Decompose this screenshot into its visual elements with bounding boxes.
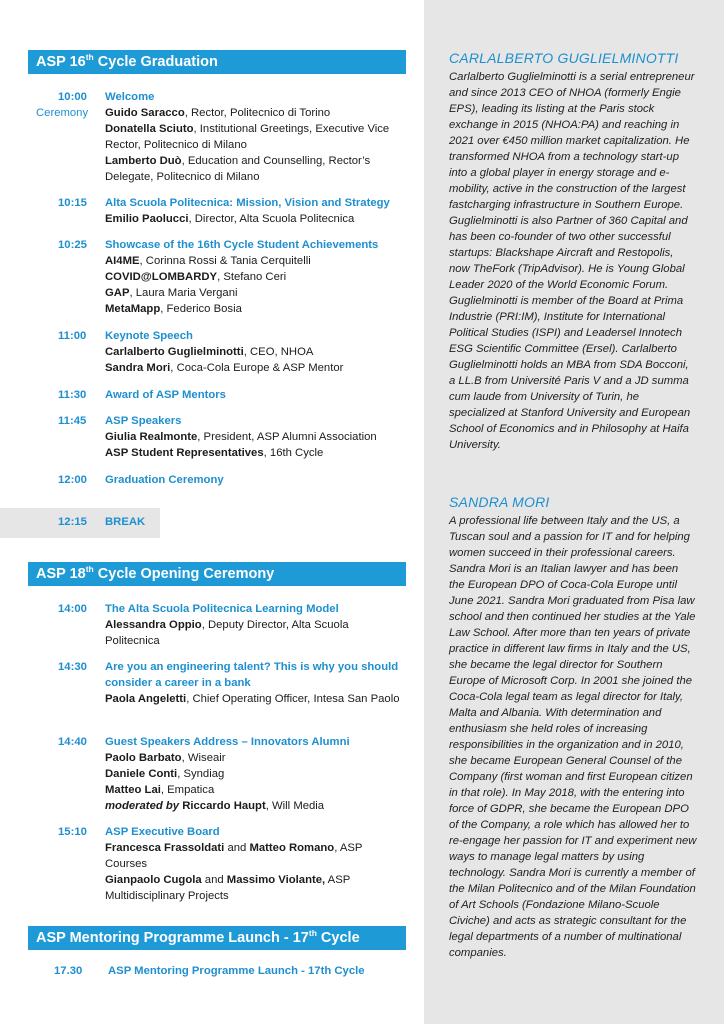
speaker-name: GAP [105, 287, 130, 299]
speaker-desc: , Coca-Cola Europe & ASP Mentor [170, 362, 344, 374]
speaker-desc: , Laura Maria Vergani [129, 287, 238, 299]
item-content [105, 514, 405, 530]
speaker-desc: , Empatica [160, 784, 215, 796]
item-title: ASP Mentoring Programme Launch - 17th Cycle [108, 965, 365, 977]
item-time: 11:00 [58, 330, 87, 342]
item-time: 11:30 [58, 389, 87, 401]
item-title: Welcome [105, 91, 155, 103]
speaker-line [105, 840, 405, 872]
speaker-name: Sandra Mori [105, 362, 171, 374]
item-time: 17.30 [54, 965, 83, 977]
speaker-desc: , Wiseair [181, 752, 226, 764]
item-title: The Alta Scuola Politecnica Learning Model [105, 603, 339, 615]
section-title: ASP 16 [36, 54, 86, 70]
item-title: Showcase of the 16th Cycle Student Achievements [105, 239, 379, 251]
speaker-line [105, 253, 405, 269]
speaker-desc: , Corinna Rossi & Tania Cerquitelli [139, 255, 311, 267]
item-title: BREAK [105, 516, 146, 528]
item-time: 14:40 [58, 736, 87, 748]
item-content [105, 387, 405, 403]
speaker-name: ASP Student Representatives [105, 447, 264, 459]
speaker-line [105, 798, 405, 814]
speaker-line [105, 429, 405, 445]
item-time: 10:15 [58, 197, 87, 209]
item-content [105, 328, 405, 376]
item-title: Alta Scuola Politecnica: Mission, Vision and Strategy [105, 197, 390, 209]
item-title: Keynote Speech [105, 330, 193, 342]
speaker-line [105, 782, 405, 798]
speaker-name: Lamberto Duò [105, 155, 182, 167]
speaker-name: Guido Saracco [105, 107, 185, 119]
section-banner-graduation [28, 50, 406, 74]
speaker-line [105, 121, 405, 153]
bio-name-mori: SANDRA MORI [449, 494, 550, 510]
speaker-name: Daniele Conti [105, 768, 178, 780]
item-content [105, 237, 405, 317]
bio-text-mori: A professional life between Italy and the US, a Tuscan soul and a passion for IT and for helping women succeed in their professional careers. Sandra Mori is an Italian lawyer and has been the European DPO of Coca-Cola Europe until June 2021. Sandra Mori graduated from Pisa law school and then continued her studies at the Yale Law School. After more than ten years of private practice in different law firms in Italy and the US, she became the legal director for Southern Europe of Microsoft Corp. In 2001 she joined the Coca-Cola legal team as legal director for Italy, Malta and Albania. With determination and enthusiasm she held roles of increasing responsibilities in the organization and in 2010, she became European General Counsel of the Company (first woman and first European citizen in that role). In May 2018, with the entering into force of GDPR, she became the European DPO of the Company, a role which has allowed her to re-engage her passion for IT and experiment new ways to manage legal matters by using technology. Sandra Mori is currently a member of the Milan Politecnico and of the Milan Foundation of Art Schools (Fondazione Milano-Scuole Civiche) and acts as strategic consultant for the legal departments of a number of multinational companies. [449, 515, 697, 959]
speaker-desc: , Institutional Greetings, Executive Vice Rector, Politecnico di Milano [105, 123, 390, 151]
speaker-name: Massimo Violante, [226, 874, 326, 886]
item-title: Award of ASP Mentors [105, 389, 226, 401]
section-title: ASP Mentoring Programme Launch - 17 [36, 930, 309, 946]
speaker-line [105, 445, 405, 461]
item-title: Graduation Ceremony [105, 474, 224, 486]
section-title-rest: Cycle [316, 930, 360, 946]
speaker-line [105, 872, 405, 904]
item-content [105, 601, 405, 649]
item-content [105, 195, 405, 227]
speaker-desc: , Federico Bosia [160, 303, 242, 315]
speaker-desc: , ASP Courses [105, 842, 363, 870]
speaker-desc: , Education and Counselling, Rector’s Delegate, Politecnico di Milano [105, 155, 371, 183]
item-content [105, 659, 405, 707]
speaker-desc: , Rector, Politecnico di Torino [184, 107, 331, 119]
title-sup: th [85, 52, 94, 62]
section-banner-opening [28, 562, 406, 586]
speaker-name: Donatella Sciuto [105, 123, 194, 135]
speaker-desc: , Director, Alta Scuola Politecnica [188, 213, 355, 225]
speaker-name: Paola Angeletti [105, 693, 187, 705]
speaker-name: Matteo Lai [105, 784, 161, 796]
speaker-desc: , Stefano Ceri [217, 271, 287, 283]
title-sup: th [85, 564, 94, 574]
item-time: 15:10 [58, 826, 87, 838]
item-title: ASP Executive Board [105, 826, 220, 838]
speaker-line [105, 105, 405, 121]
speaker-line [105, 153, 405, 185]
speaker-name: AI4ME [105, 255, 140, 267]
speaker-name: Francesca Frassoldati [105, 842, 225, 854]
moderator-prefix: moderated by [105, 800, 183, 812]
item-content [108, 963, 418, 979]
item-content [105, 89, 405, 185]
speaker-line [105, 285, 405, 301]
item-content [105, 824, 405, 904]
speaker-name: Paolo Barbato [105, 752, 182, 764]
speaker-line [105, 269, 405, 285]
speaker-line [105, 750, 405, 766]
speaker-desc: , Chief Operating Officer, Intesa San Paolo [186, 693, 400, 705]
speaker-name: COVID@LOMBARDY [105, 271, 218, 283]
item-time: 10:00 [58, 91, 87, 103]
section-title-rest: Cycle Graduation [93, 54, 218, 70]
speaker-name: Emilio Paolucci [105, 213, 189, 225]
item-time: 11:45 [58, 415, 87, 427]
speaker-line [105, 301, 405, 317]
section-title-rest: Cycle Opening Ceremony [93, 566, 275, 582]
speaker-line [105, 766, 405, 782]
section-banner-mentoring [28, 926, 406, 950]
item-title: Guest Speakers Address – Innovators Alumni [105, 736, 350, 748]
item-time: 10:25 [58, 239, 87, 251]
speaker-name: MetaMapp [105, 303, 161, 315]
item-title: ASP Speakers [105, 415, 182, 427]
speaker-desc: ASP Multidisciplinary Projects [105, 874, 351, 902]
speaker-name: Carlalberto Guglielminotti [105, 346, 244, 358]
speaker-name: Riccardo Haupt [182, 800, 266, 812]
bio-name-guglielminotti: CARLALBERTO GUGLIELMINOTTI [449, 50, 679, 66]
speaker-desc: , President, ASP Alumni Association [197, 431, 377, 443]
speaker-line [105, 344, 405, 360]
speaker-name: Matteo Romano [249, 842, 335, 854]
speaker-line [105, 211, 405, 227]
speaker-desc: , Will Media [265, 800, 325, 812]
item-content [105, 472, 405, 488]
title-sup: th [308, 928, 317, 938]
speaker-desc: , Deputy Director, Alta Scuola Politecnica [105, 619, 349, 647]
speaker-desc: , 16th Cycle [263, 447, 324, 459]
speaker-line [105, 691, 405, 707]
speaker-desc: , CEO, NHOA [243, 346, 314, 358]
item-content [105, 413, 405, 461]
speaker-connector: and [201, 874, 227, 886]
speaker-name: Alessandra Oppio [105, 619, 202, 631]
item-side-label: Ceremony [36, 107, 89, 119]
bio-text-guglielminotti: Carlalberto Guglielminotti is a serial entrepreneur and since 2013 CEO of NHOA (formerly Engie EPS), leading its listing at the Paris stock exchange in 2015 (NHOA:PA) and reaching in 2021 over €450 million market capitalization. He transformed NHOA from a technology start-up into a global player in energy storage and e-mobility, active in the construction of the largest fastcharging infrastructure in Southern Europe. Guglielminotti is also Partner of 360 Capital and has been co-founder of two other successful startups: Blackshape Aircraft and Restopolis, now TheFork (TripAdvisor). He is Young Global Leader 2020 of the World Economic Forum. Guglielminotti is member of the Board at Prima Industrie (PRI:IM), Institute for International Political Studies (ISPI) and Leadersel Innotech ESG Scientific Committee (Ersel). Carlalberto Guglielminotti holds an MBA from SDA Bocconi, a LL.B from Université Paris V and a JD summa cum laude from University of Turin, he specialized at Stanford University and European School of Economics and in Philosophy at Haifa University. [449, 71, 695, 451]
speaker-name: Gianpaolo Cugola [105, 874, 202, 886]
item-time: 14:00 [58, 603, 87, 615]
speaker-line [105, 617, 405, 649]
item-time: 14:30 [58, 661, 87, 673]
item-time: 12:15 [58, 516, 87, 528]
section-title: ASP 18 [36, 566, 86, 582]
speaker-connector: and [224, 842, 250, 854]
item-title: Are you an engineering talent? This is why you should consider a career in a bank [105, 661, 399, 689]
speaker-desc: , Syndiag [177, 768, 225, 780]
item-content [105, 734, 405, 814]
item-time: 12:00 [58, 474, 87, 486]
speaker-line [105, 360, 405, 376]
speaker-name: Giulia Realmonte [105, 431, 198, 443]
